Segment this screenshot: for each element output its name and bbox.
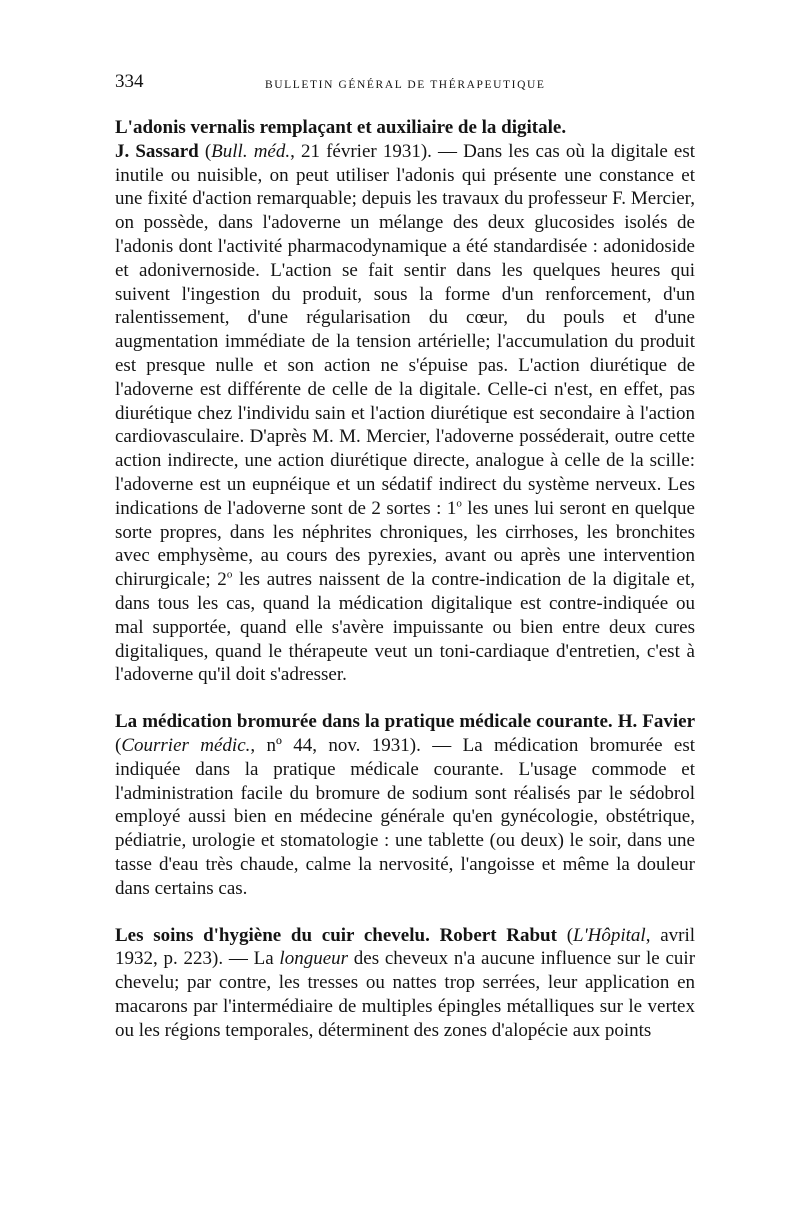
running-title: BULLETIN GÉNÉRAL DE THÉRAPEUTIQUE	[265, 79, 546, 91]
article-bromure	[115, 710, 695, 900]
source-open-paren: (	[566, 924, 574, 946]
article-body: des cheveux n'a aucune influence sur le cuir chevelu; par contre, les tresses ou nattes trop serrées, leur application en macarons par l'intermédiaire de multiples épingles métalliques sur le vertex ou les régions temporales, déterminent des zones d'alopécie aux points	[115, 948, 696, 1041]
article-body: — La médication bromurée est indiquée dans la pratique médicale courante. L'usage commode et l'administration facile du bromure de sodium sont réalisés par le sédobrol employé aussi bien en médecine générale qu'en gynécologie, obstétrique, pédiatrie, urologie et stomatologie : une tablette (ou deux) le soir, dans une tasse d'eau très chaude, calme la nervosité, l'angoisse et même la douleur dans certains cas.	[115, 734, 696, 899]
article-source-details: , 21 février 1931).	[290, 140, 432, 162]
article-author: H. Favier	[617, 711, 696, 733]
article-source: Bull. méd.	[211, 140, 291, 162]
running-header	[115, 70, 695, 98]
superscript-o: o	[226, 568, 233, 581]
article-source: Courrier médic.	[121, 734, 251, 756]
article-title: La médication bromurée dans la pratique médicale courante.	[115, 711, 613, 733]
article-author: J. Sassard	[115, 140, 199, 162]
article-source-details: , avril 1932, p. 223).	[115, 924, 696, 970]
article-body-continued: les unes lui seront en quelque sorte propres, dans les néphrites chroniques, les cirrhoses, les bronchites avec emphysème, au cours des pyrexies, avant ou après une intervention chirurgicale; 2	[115, 497, 695, 591]
article-body: — Dans les cas où la digitale est inutile ou nuisible, on peut utiliser l'adonis qui présente une constance et une fixité d'action remarquable; depuis les travaux du professeur F. Mercier, on possède, dans l'adoverne un mélange des deux glucosides isolés de l'adonis dont l'activité pharmacodynamique a été standardisée : adonidoside et adonivernoside. L'action se fait sentir dans les quelques heures qui suivent l'ingestion du produit, sous la forme d'un renforcement, d'un ralentissement, d'une régularisation du cœur, du pouls et d'une augmentation immédiate de la tension artérielle; l'accumulation du produit est presque nulle et son action ne s'épuise pas. L'action diurétique de l'adoverne est différente de celle de la digitale. Celle-ci n'est, en effet, pas diurétique chez l'individu sain et l'action diurétique est secondaire à l'action cardiovasculaire. D'après M. M. Mercier, l'adoverne posséderait, outre cette action indirecte, une action diurétique directe, analogue à celle de la scille: l'adoverne est un eupnéique et un sédatif indirect du système nerveux. Les indications de l'adoverne sont de 2 sortes : 1	[115, 140, 696, 519]
superscript-o: o	[456, 497, 462, 510]
article-title: L'adonis vernalis remplaçant et auxiliaire de la digitale.	[115, 117, 567, 138]
source-open-paren: (	[204, 140, 212, 162]
article-adonis	[115, 116, 695, 687]
article-source-details: , nº 44, nov. 1931).	[250, 734, 421, 756]
article-body-continued: les autres naissent de la contre-indication de la digitale et, dans tous les cas, quand la médication digitalique est contre-indiquée ou mal supportée, quand elle s'avère impuissante ou bien entre deux cures digitaliques, quand le thérapeute veut un toni-cardiaque d'entretien, c'est à l'adoverne qu'il doit s'adresser.	[115, 569, 695, 686]
article-emphasis: longueur	[279, 948, 349, 970]
article-source: L'Hôpital	[573, 924, 646, 946]
article-body-lead: — La	[228, 948, 274, 970]
document-page	[115, 70, 695, 1042]
article-cuir-chevelu	[115, 924, 695, 1043]
page-number: 334	[115, 71, 144, 92]
article-title: Les soins d'hygiène du cuir chevelu.	[115, 924, 430, 946]
article-author: Robert Rabut	[439, 924, 557, 946]
source-open-paren: (	[115, 734, 122, 756]
